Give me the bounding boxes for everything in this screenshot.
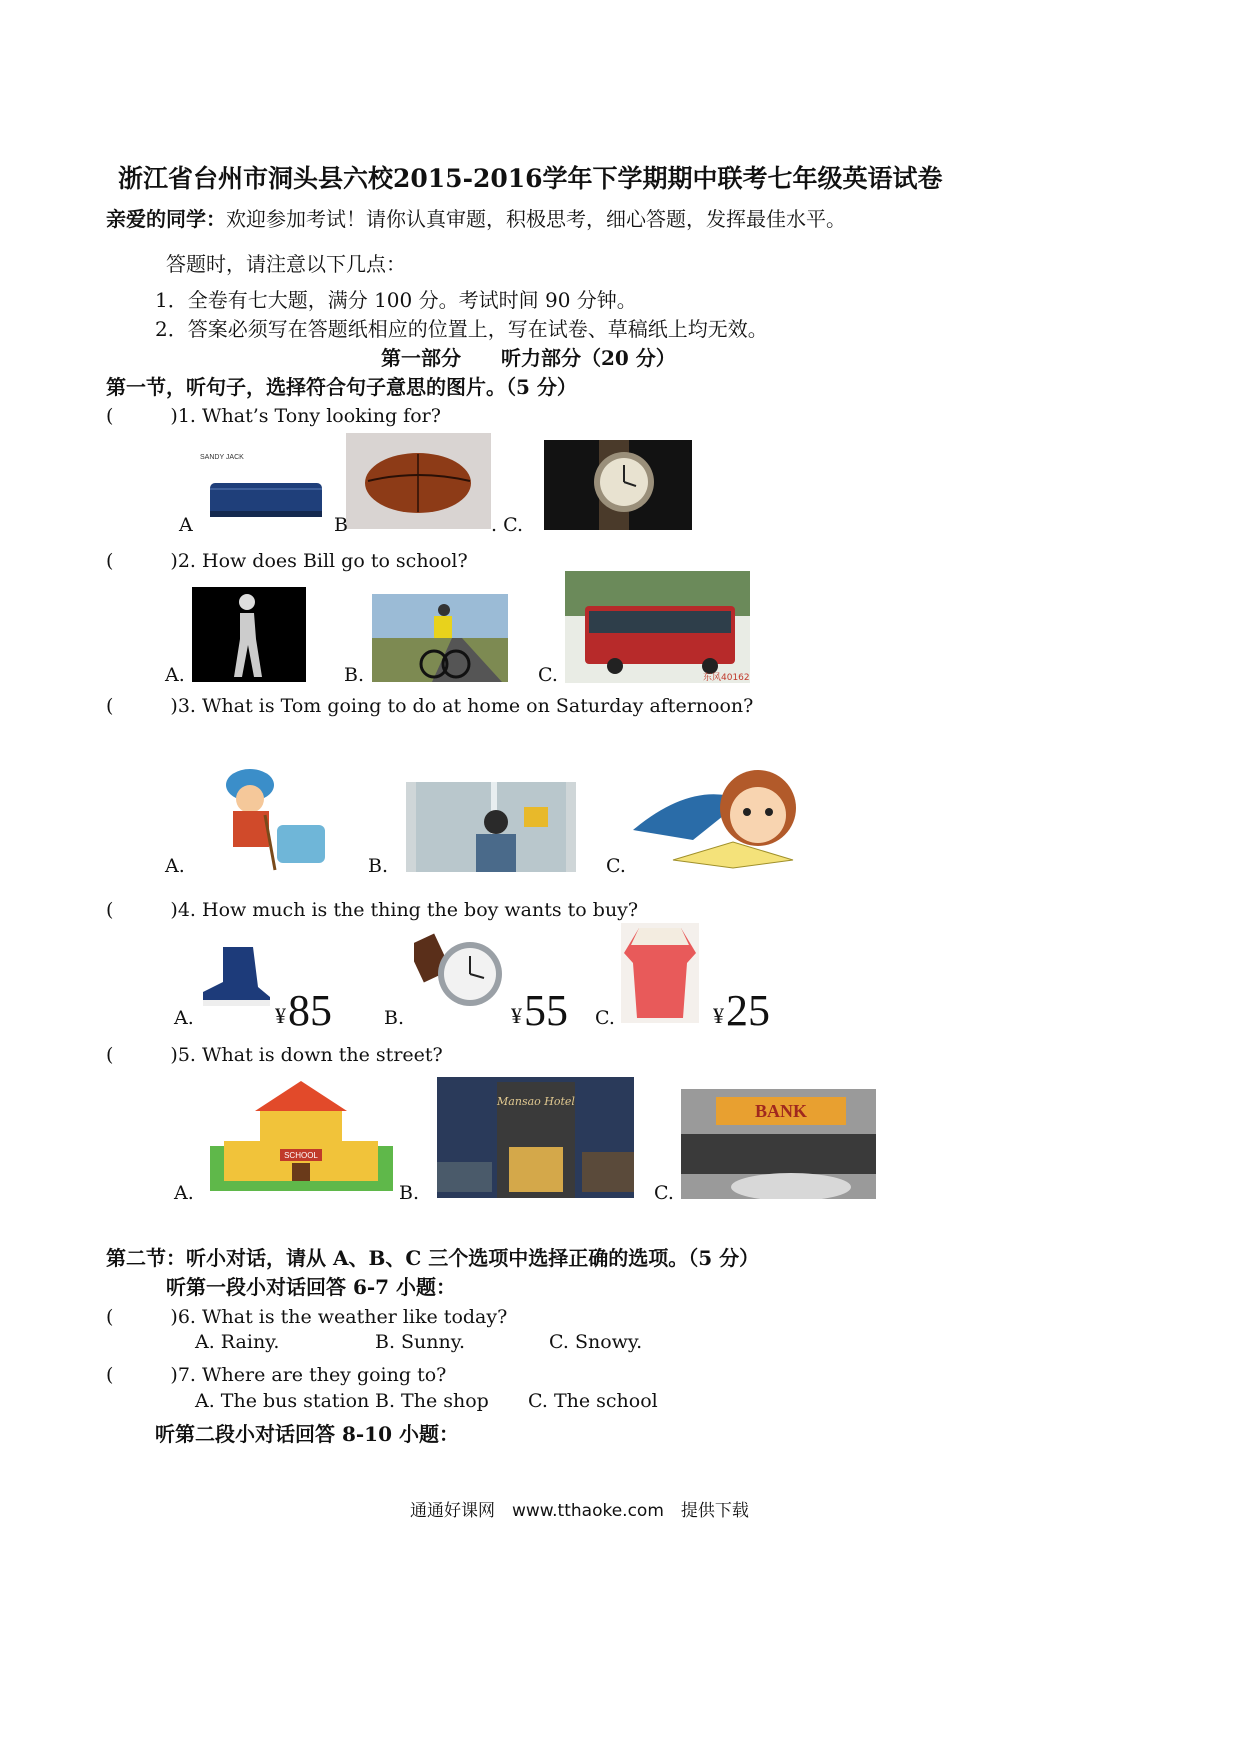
bus-caption: 东风40162	[703, 673, 750, 683]
section1-heading: 第一节，听句子，选择符合句子意思的图片。（5 分）	[106, 375, 577, 399]
option-label: C.	[654, 1182, 674, 1204]
answer-option: B. Sunny.	[375, 1331, 466, 1353]
answer-bracket: ( )	[106, 899, 178, 921]
pencil-case-brand: SANDY JACK	[200, 454, 244, 461]
option-label: B	[334, 514, 348, 536]
option-label: A.	[174, 1182, 194, 1204]
question-7: ( )7. Where are they going to?	[106, 1364, 447, 1386]
option-label: A	[179, 514, 193, 536]
boy-sweeping-image	[215, 765, 330, 872]
question-6: ( )6. What is the weather like today?	[106, 1306, 508, 1328]
option-label: . C.	[491, 514, 523, 536]
option-label: A.	[174, 1007, 194, 1029]
bus-image	[565, 571, 750, 683]
option-label: B.	[399, 1182, 420, 1204]
watch-image	[414, 928, 510, 1018]
notice-item: 2．答案必须写在答题纸相应的位置上，写在试卷、草稿纸上均无效。	[155, 317, 768, 341]
bank-building-image	[681, 1089, 876, 1199]
girl-reading-image	[633, 760, 828, 872]
answer-option: C. Snowy.	[549, 1331, 643, 1353]
notice-item: 1．全卷有七大题，满分 100 分。考试时间 90 分钟。	[155, 288, 637, 312]
sneaker-image	[198, 942, 273, 1009]
page-footer: 通通好课网 www.tthaoke.com 提供下载	[410, 1501, 749, 1521]
wristwatch-image	[544, 440, 692, 530]
part1-heading: 第一部分 听力部分（20 分）	[381, 346, 676, 370]
hotel-sign: Mansao Hotel	[497, 1095, 575, 1108]
answer-option: A. Rainy.	[195, 1331, 280, 1353]
rugby-ball-image	[346, 433, 491, 529]
price-tag: ¥85	[275, 986, 332, 1035]
question-3: ( )3. What is Tom going to do at home on Saturday afternoon?	[106, 695, 754, 717]
school-building-image	[210, 1071, 393, 1198]
answer-bracket: ( )	[106, 695, 178, 717]
page-title: 浙江省台州市洞头县六校2015-2016学年下学期期中联考七年级英语试卷	[118, 164, 943, 193]
sweater-image	[621, 923, 699, 1023]
section2-heading: 第二节：听小对话，请从 A、B、C 三个选项中选择正确的选项。（5 分）	[106, 1246, 760, 1270]
option-label: B.	[384, 1007, 405, 1029]
question-5: ( )5. What is down the street?	[106, 1044, 443, 1066]
option-label: B.	[368, 855, 389, 877]
option-label: B.	[344, 664, 365, 686]
walking-man-image	[192, 587, 306, 682]
question-1: ( )1. What’s Tony looking for?	[106, 405, 441, 427]
greeting-lead: 亲爱的同学：	[106, 207, 226, 231]
answer-bracket: ( )	[106, 405, 178, 427]
dialogue1-heading: 听第一段小对话回答 6-7 小题：	[166, 1275, 457, 1299]
greeting-text: 欢迎参加考试！请你认真审题，积极思考，细心答题，发挥最佳水平。	[226, 207, 846, 231]
greeting	[106, 203, 846, 232]
answer-bracket: ( )	[106, 1306, 178, 1328]
answer-option: A. The bus station	[195, 1390, 370, 1412]
question-2: ( )2. How does Bill go to school?	[106, 550, 468, 572]
option-label: A.	[165, 664, 185, 686]
option-label: C.	[606, 855, 626, 877]
option-label: A.	[165, 855, 185, 877]
answer-bracket: ( )	[106, 550, 178, 572]
dialogue2-heading: 听第二段小对话回答 8-10 小题：	[155, 1422, 459, 1446]
answer-option: C. The school	[528, 1390, 658, 1412]
price-tag: ¥55	[511, 986, 568, 1035]
option-label: C.	[595, 1007, 615, 1029]
price-tag: ¥25	[713, 986, 770, 1035]
hotel-image	[437, 1077, 634, 1198]
answer-bracket: ( )	[106, 1044, 178, 1066]
cyclist-image	[372, 594, 508, 682]
notice-intro: 答题时，请注意以下几点：	[166, 252, 406, 276]
option-label: C.	[538, 664, 558, 686]
pencil-case-image	[195, 445, 330, 525]
answer-bracket: ( )	[106, 1364, 178, 1386]
cleaning-window-image	[406, 782, 576, 872]
answer-option: B. The shop	[375, 1390, 489, 1412]
school-sign: SCHOOL	[284, 1151, 318, 1160]
question-4: ( )4. How much is the thing the boy wants to buy?	[106, 899, 639, 921]
bank-sign: BANK	[754, 1101, 808, 1121]
